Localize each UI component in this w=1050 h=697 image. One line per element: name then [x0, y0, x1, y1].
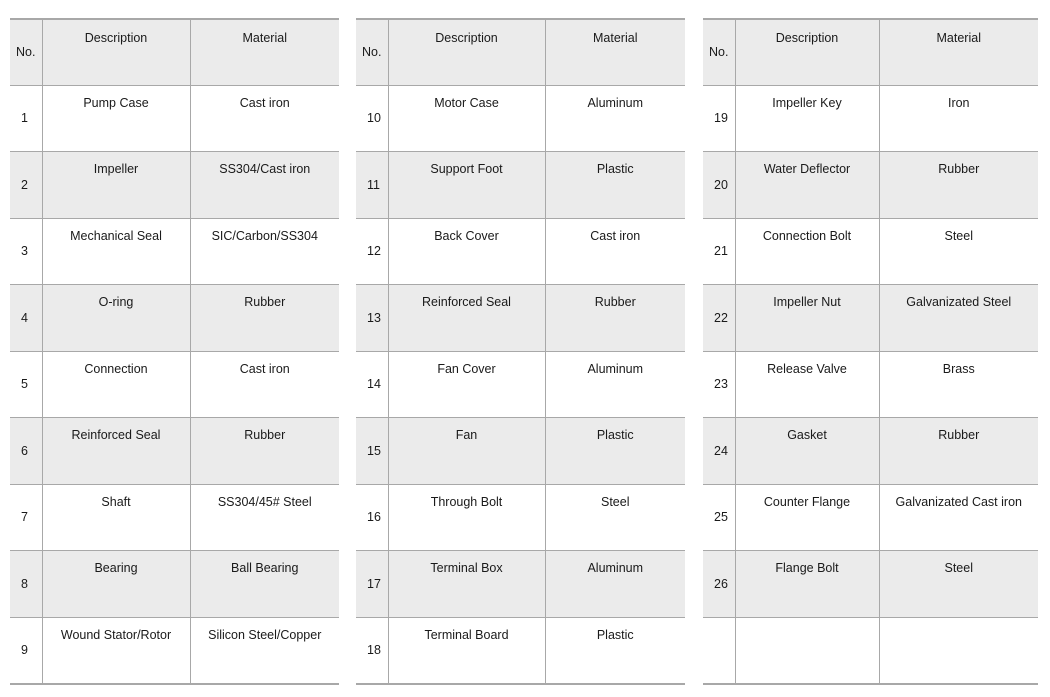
part-material: Plastic [545, 152, 685, 219]
header-no: No. [703, 19, 735, 85]
part-number [703, 617, 735, 684]
part-description: Impeller [42, 152, 190, 219]
parts-table-3 [703, 18, 1038, 685]
part-number: 19 [703, 85, 735, 152]
part-material: Steel [879, 218, 1038, 285]
part-description: Terminal Box [388, 551, 545, 618]
part-description: Gasket [735, 418, 879, 485]
part-number: 10 [356, 85, 388, 152]
table-row [10, 418, 339, 485]
part-number: 26 [703, 551, 735, 618]
part-description: Pump Case [42, 85, 190, 152]
table-row [10, 152, 339, 219]
table-row [10, 351, 339, 418]
table-header-row [703, 19, 1038, 85]
part-number: 22 [703, 285, 735, 352]
table-row [356, 85, 685, 152]
part-number: 24 [703, 418, 735, 485]
table-header-row [10, 19, 339, 85]
part-description [735, 617, 879, 684]
table-row [703, 484, 1038, 551]
part-material: Iron [879, 85, 1038, 152]
part-description: Through Bolt [388, 484, 545, 551]
table-row [703, 551, 1038, 618]
header-description: Description [735, 19, 879, 85]
part-description: Water Deflector [735, 152, 879, 219]
part-number: 3 [10, 218, 42, 285]
part-material: Cast iron [545, 218, 685, 285]
header-no: No. [356, 19, 388, 85]
part-number: 18 [356, 617, 388, 684]
table-row [703, 218, 1038, 285]
parts-table-2 [356, 18, 685, 685]
part-material: Plastic [545, 617, 685, 684]
part-description: Fan [388, 418, 545, 485]
part-material: Steel [545, 484, 685, 551]
part-description: Mechanical Seal [42, 218, 190, 285]
part-material: Galvanizated Steel [879, 285, 1038, 352]
part-material: Rubber [545, 285, 685, 352]
table-row [356, 551, 685, 618]
table-row [356, 218, 685, 285]
part-number: 11 [356, 152, 388, 219]
part-material: SS304/Cast iron [190, 152, 339, 219]
part-description: Motor Case [388, 85, 545, 152]
part-description: Shaft [42, 484, 190, 551]
part-number: 9 [10, 617, 42, 684]
table-row [356, 418, 685, 485]
part-material: Ball Bearing [190, 551, 339, 618]
part-description: Reinforced Seal [388, 285, 545, 352]
part-description: Terminal Board [388, 617, 545, 684]
table-row [10, 85, 339, 152]
part-number: 5 [10, 351, 42, 418]
part-material: Aluminum [545, 351, 685, 418]
part-material: Aluminum [545, 85, 685, 152]
part-number: 2 [10, 152, 42, 219]
part-description: Bearing [42, 551, 190, 618]
part-number: 6 [10, 418, 42, 485]
parts-table-1 [10, 18, 339, 685]
table-row [10, 551, 339, 618]
part-description: Connection [42, 351, 190, 418]
part-material [879, 617, 1038, 684]
table-row [703, 418, 1038, 485]
header-description: Description [388, 19, 545, 85]
part-number: 20 [703, 152, 735, 219]
header-material: Material [545, 19, 685, 85]
part-description: O-ring [42, 285, 190, 352]
part-description: Support Foot [388, 152, 545, 219]
part-number: 4 [10, 285, 42, 352]
part-number: 7 [10, 484, 42, 551]
part-material: Cast iron [190, 351, 339, 418]
part-description: Fan Cover [388, 351, 545, 418]
part-number: 13 [356, 285, 388, 352]
part-description: Reinforced Seal [42, 418, 190, 485]
table-row [356, 351, 685, 418]
table-row [10, 617, 339, 684]
part-number: 15 [356, 418, 388, 485]
part-description: Connection Bolt [735, 218, 879, 285]
part-description: Counter Flange [735, 484, 879, 551]
table-row [10, 218, 339, 285]
part-material: Galvanizated Cast iron [879, 484, 1038, 551]
table-header-row [356, 19, 685, 85]
part-number: 12 [356, 218, 388, 285]
part-description: Impeller Key [735, 85, 879, 152]
header-material: Material [190, 19, 339, 85]
part-material: Plastic [545, 418, 685, 485]
table-row [356, 484, 685, 551]
part-material: SIC/Carbon/SS304 [190, 218, 339, 285]
table-row [703, 152, 1038, 219]
table-row [356, 285, 685, 352]
table-row [10, 484, 339, 551]
part-number: 1 [10, 85, 42, 152]
part-number: 23 [703, 351, 735, 418]
part-description: Wound Stator/Rotor [42, 617, 190, 684]
part-description: Impeller Nut [735, 285, 879, 352]
part-number: 14 [356, 351, 388, 418]
header-no: No. [10, 19, 42, 85]
part-number: 25 [703, 484, 735, 551]
part-description: Flange Bolt [735, 551, 879, 618]
part-material: Rubber [190, 285, 339, 352]
part-material: Aluminum [545, 551, 685, 618]
part-material: Rubber [879, 418, 1038, 485]
header-description: Description [42, 19, 190, 85]
header-material: Material [879, 19, 1038, 85]
part-material: Rubber [190, 418, 339, 485]
part-number: 8 [10, 551, 42, 618]
part-material: Rubber [879, 152, 1038, 219]
part-description: Release Valve [735, 351, 879, 418]
part-material: Cast iron [190, 85, 339, 152]
table-row [356, 617, 685, 684]
table-row [703, 617, 1038, 684]
part-number: 16 [356, 484, 388, 551]
part-description: Back Cover [388, 218, 545, 285]
table-row [10, 285, 339, 352]
part-material: Silicon Steel/Copper [190, 617, 339, 684]
part-number: 17 [356, 551, 388, 618]
part-number: 21 [703, 218, 735, 285]
table-row [703, 351, 1038, 418]
table-row [703, 285, 1038, 352]
table-row [703, 85, 1038, 152]
part-material: Steel [879, 551, 1038, 618]
table-row [356, 152, 685, 219]
part-material: Brass [879, 351, 1038, 418]
part-material: SS304/45# Steel [190, 484, 339, 551]
